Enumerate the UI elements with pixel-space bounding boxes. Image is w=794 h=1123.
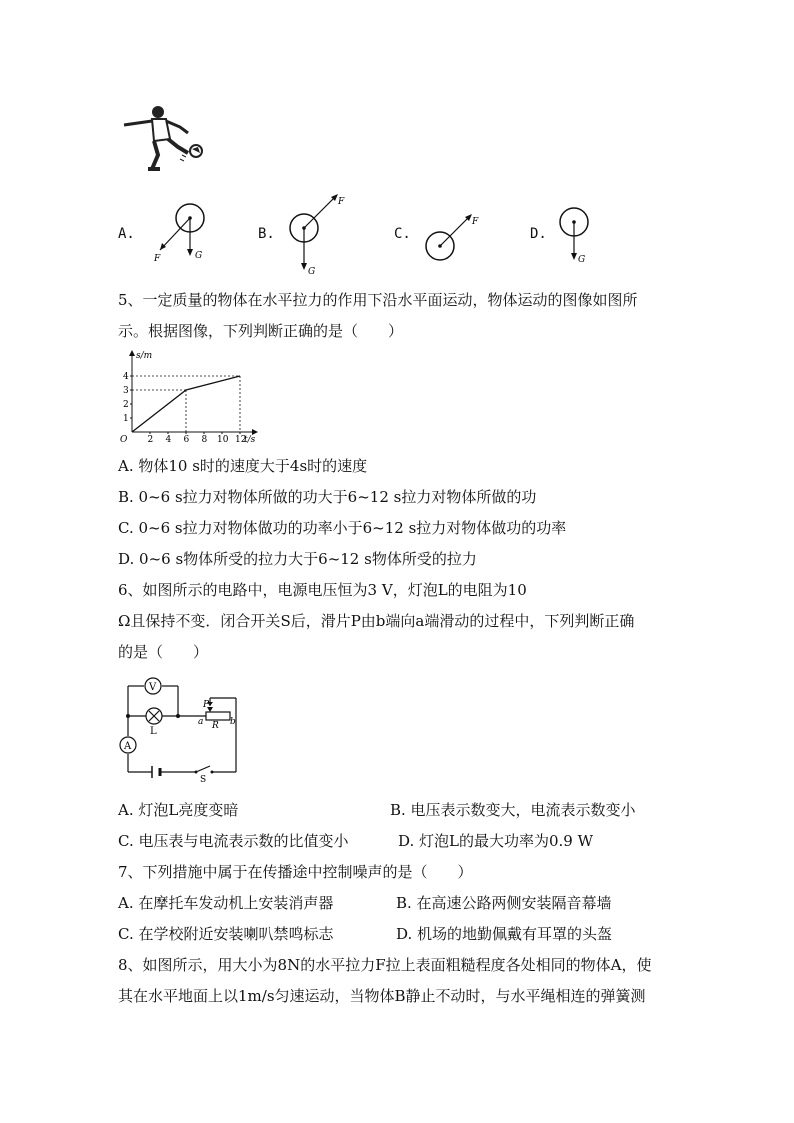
x-tick-label: 10 xyxy=(217,435,229,445)
q6-stem-line-3: 的是（ ） xyxy=(118,643,209,661)
y-tick-label: 4 xyxy=(123,372,129,382)
x-tick-label: 8 xyxy=(201,435,208,445)
fig4-option-b-label: B. xyxy=(258,226,275,242)
fig4-option-c-label: C. xyxy=(394,226,411,242)
fig4-option-a-label: A. xyxy=(118,226,135,242)
q6-option-c: C. 电压表与电流表示数的比值变小 xyxy=(118,832,349,850)
force-label-g: G xyxy=(578,255,586,265)
ammeter-label: A xyxy=(124,741,132,752)
y-axis-label: s/m xyxy=(136,351,153,361)
q6-option-a: A. 灯泡L亮度变暗 xyxy=(118,801,239,819)
x-tick-label: 12 xyxy=(235,435,247,445)
q5-stem-line-2: 示。根据图像，下列判断正确的是（ ） xyxy=(118,322,404,340)
rheostat-label: R xyxy=(212,721,219,731)
q8-stem-line-1: 8、如图所示，用大小为8N的水平拉力F拉上表面粗糙程度各处相同的物体A，使 xyxy=(118,956,652,974)
soccer-player-illustration xyxy=(118,103,210,173)
q5-distance-time-graph xyxy=(118,346,258,446)
q7-option-a: A. 在摩托车发动机上安装消声器 xyxy=(118,894,334,912)
q7-option-c: C. 在学校附近安装喇叭禁鸣标志 xyxy=(118,925,334,943)
fig4-option-b-diagram xyxy=(282,188,352,280)
force-label-g: G xyxy=(308,267,316,277)
fig4-option-d-diagram xyxy=(552,202,602,270)
force-label-f: F xyxy=(472,217,479,227)
q6-stem-line-2: Ω且保持不变．闭合开关S后，滑片P由b端向a端滑动的过程中，下列判断正确 xyxy=(118,612,635,630)
y-tick-label: 2 xyxy=(123,400,129,410)
force-label-g: G xyxy=(195,251,203,261)
y-tick-label: 1 xyxy=(123,414,129,424)
x-axis-label: t/s xyxy=(244,435,256,445)
x-tick-label: 2 xyxy=(147,435,154,445)
q5-option-c: C. 0~6 s拉力对物体做功的功率小于6~12 s拉力对物体做功的功率 xyxy=(118,519,567,537)
origin-label: O xyxy=(120,435,128,445)
lamp-label: L xyxy=(150,726,157,737)
q5-stem-line-1: 5、一定质量的物体在水平拉力的作用下沿水平面运动，物体运动的图像如图所 xyxy=(118,291,638,309)
q6-option-d: D. 灯泡L的最大功率为0.9 W xyxy=(398,832,594,850)
q5-option-d: D. 0~6 s物体所受的拉力大于6~12 s物体所受的拉力 xyxy=(118,550,477,568)
slider-label: P xyxy=(203,700,210,710)
q7-stem: 7、下列措施中属于在传播途中控制噪声的是（ ） xyxy=(118,863,473,881)
q6-circuit-diagram xyxy=(116,674,246,784)
fig4-option-c-diagram xyxy=(420,208,490,268)
q6-option-b: B. 电压表示数变大，电流表示数变小 xyxy=(390,801,636,819)
force-label-f: F xyxy=(154,254,161,264)
q6-stem-line-1: 6、如图所示的电路中，电源电压恒为3 V，灯泡L的电阻为10 xyxy=(118,581,527,599)
force-label-f: F xyxy=(338,197,345,207)
x-tick-label: 4 xyxy=(165,435,172,445)
q5-option-a: A. 物体10 s时的速度大于4s时的速度 xyxy=(118,457,368,475)
rheostat-end-a-label: a xyxy=(198,717,204,727)
voltmeter-label: V xyxy=(149,682,157,693)
fig4-option-a-diagram xyxy=(148,200,218,270)
q5-option-b: B. 0~6 s拉力对物体所做的功大于6~12 s拉力对物体所做的功 xyxy=(118,488,537,506)
x-tick-label: 6 xyxy=(183,435,190,445)
fig4-option-d-label: D. xyxy=(530,226,547,242)
q7-option-b: B. 在高速公路两侧安装隔音幕墙 xyxy=(396,894,612,912)
y-axis-arrow xyxy=(129,350,135,356)
q7-option-d: D. 机场的地勤佩戴有耳罩的头盔 xyxy=(396,925,613,943)
y-tick-label: 3 xyxy=(123,386,129,396)
switch-label: S xyxy=(200,775,207,784)
rheostat-end-b-label: b xyxy=(230,717,236,727)
q8-stem-line-2: 其在水平地面上以1m/s匀速运动，当物体B静止不动时，与水平绳相连的弹簧测 xyxy=(118,987,646,1005)
